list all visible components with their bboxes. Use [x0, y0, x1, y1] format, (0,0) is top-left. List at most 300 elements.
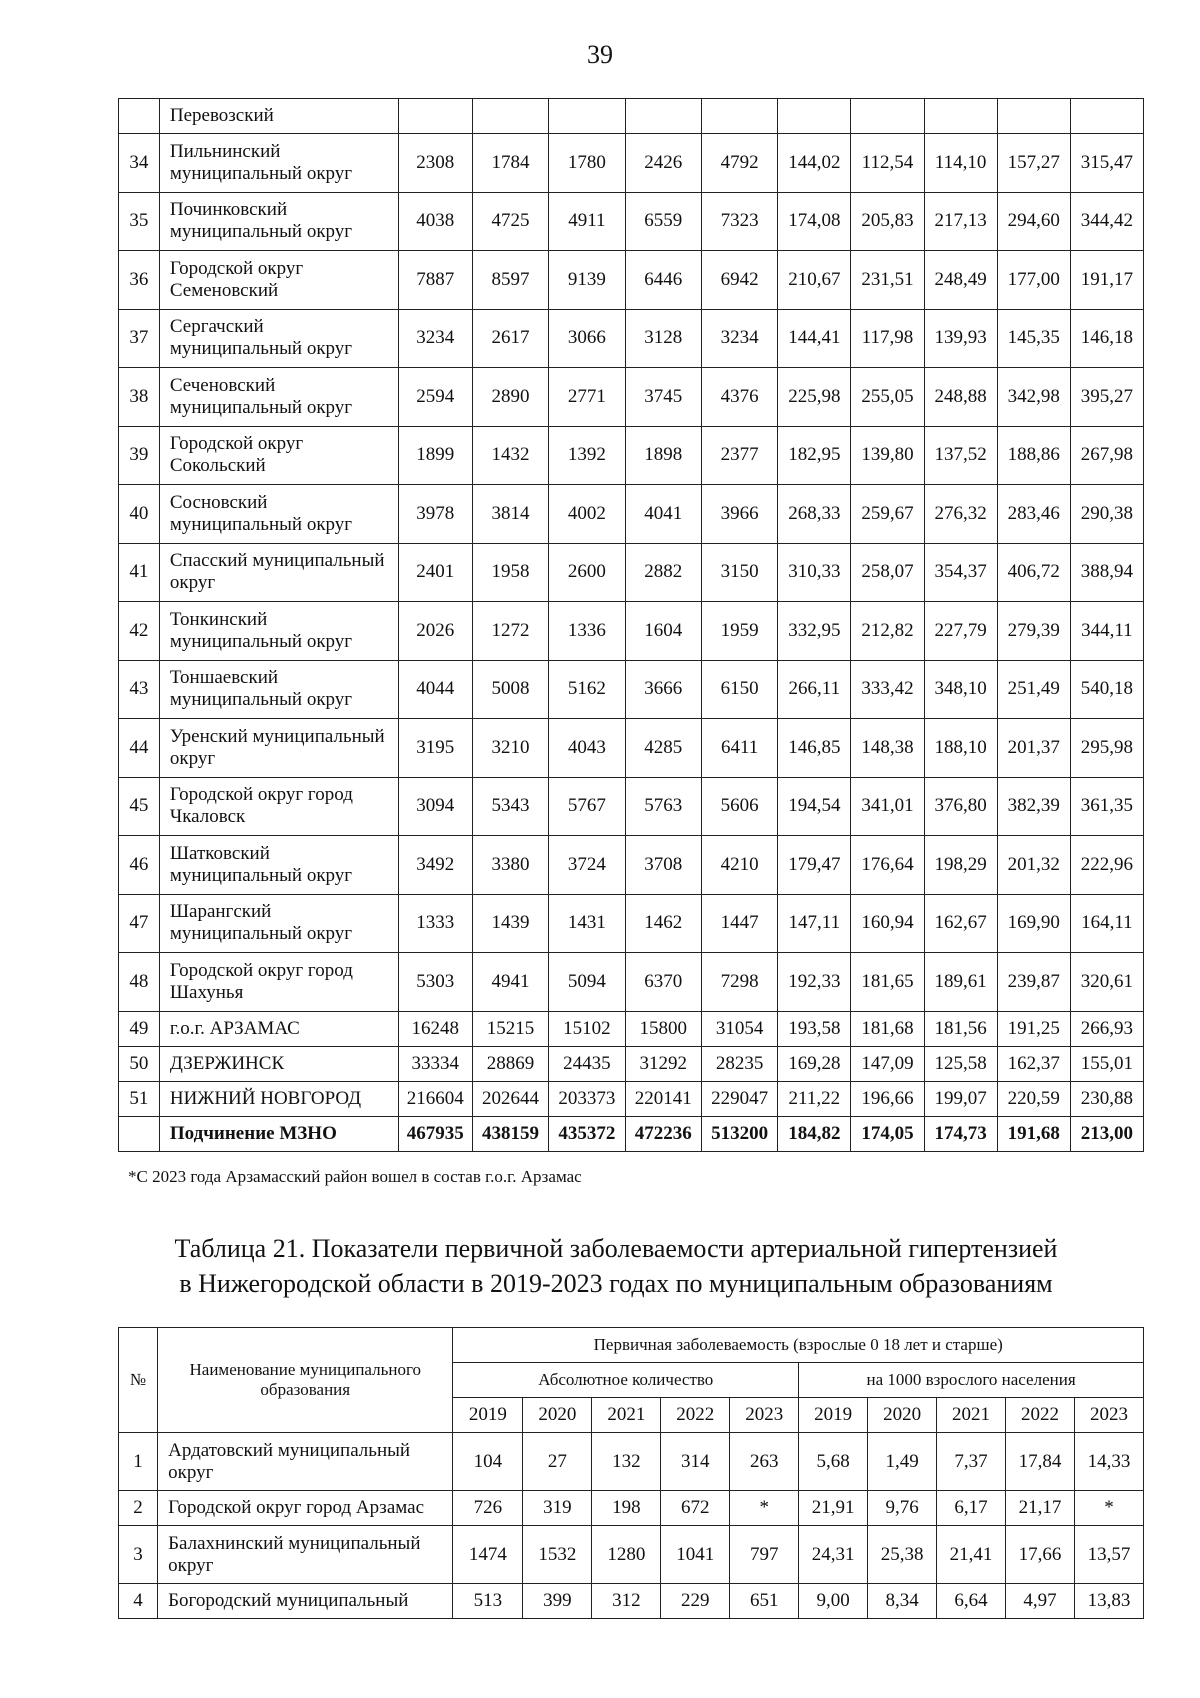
value-cell: 1604: [625, 602, 701, 661]
value-cell: 189,61: [924, 953, 997, 1012]
table-row: [119, 894, 1144, 953]
value-cell: 2377: [701, 426, 777, 485]
row-number: 40: [119, 485, 160, 544]
value-cell: 3094: [398, 777, 472, 836]
value-cell: 294,60: [997, 192, 1070, 251]
row-number: 43: [119, 660, 160, 719]
value-cell: 4041: [625, 485, 701, 544]
value-cell: [472, 99, 548, 134]
value-cell: 213,00: [1070, 1116, 1143, 1151]
value-cell: 2617: [472, 309, 548, 368]
value-cell: 222,96: [1070, 836, 1143, 895]
table-row: [119, 602, 1144, 661]
value-cell: 3210: [472, 719, 548, 778]
value-cell: 146,85: [778, 719, 851, 778]
value-cell: 7887: [398, 251, 472, 310]
value-cell: 4376: [701, 368, 777, 427]
row-number: 45: [119, 777, 160, 836]
value-cell: 348,10: [924, 660, 997, 719]
value-cell: 5303: [398, 953, 472, 1012]
header-year: 2022: [661, 1398, 730, 1433]
value-cell: 1780: [549, 134, 625, 193]
value-cell: 1,49: [868, 1433, 937, 1491]
value-cell: 174,05: [851, 1116, 924, 1151]
value-cell: 181,56: [924, 1011, 997, 1046]
header-year: 2023: [730, 1398, 799, 1433]
table-row: [119, 543, 1144, 602]
value-cell: 174,73: [924, 1116, 997, 1151]
municipality-name: Шатковский муниципальный округ: [159, 836, 398, 895]
value-cell: 28235: [701, 1046, 777, 1081]
table-row: [119, 368, 1144, 427]
value-cell: 726: [453, 1491, 523, 1526]
value-cell: 21,41: [937, 1526, 1006, 1584]
value-cell: 1336: [549, 602, 625, 661]
value-cell: 276,32: [924, 485, 997, 544]
value-cell: 255,05: [851, 368, 924, 427]
header-absolute: Абсолютное количество: [453, 1363, 799, 1398]
value-cell: 201,37: [997, 719, 1070, 778]
value-cell: 1898: [625, 426, 701, 485]
value-cell: 227,79: [924, 602, 997, 661]
value-cell: 104: [453, 1433, 523, 1491]
value-cell: 1462: [625, 894, 701, 953]
value-cell: 267,98: [1070, 426, 1143, 485]
value-cell: 382,39: [997, 777, 1070, 836]
value-cell: 5763: [625, 777, 701, 836]
value-cell: 4792: [701, 134, 777, 193]
value-cell: 7323: [701, 192, 777, 251]
row-number: 46: [119, 836, 160, 895]
table-row: [119, 426, 1144, 485]
value-cell: 193,58: [778, 1011, 851, 1046]
header-year: 2021: [592, 1398, 661, 1433]
value-cell: 13,57: [1074, 1526, 1143, 1584]
table-row: [119, 836, 1144, 895]
value-cell: 160,94: [851, 894, 924, 953]
value-cell: 182,95: [778, 426, 851, 485]
value-cell: 3128: [625, 309, 701, 368]
value-cell: 290,38: [1070, 485, 1143, 544]
table-row: [119, 192, 1144, 251]
value-cell: 3492: [398, 836, 472, 895]
header-number: №: [119, 1328, 158, 1433]
municipality-name: Городской округ Сокольский: [159, 426, 398, 485]
value-cell: 3724: [549, 836, 625, 895]
value-cell: 169,90: [997, 894, 1070, 953]
value-cell: 399: [523, 1584, 592, 1619]
value-cell: 188,10: [924, 719, 997, 778]
row-number: 35: [119, 192, 160, 251]
value-cell: 395,27: [1070, 368, 1143, 427]
value-cell: 31292: [625, 1046, 701, 1081]
value-cell: 164,11: [1070, 894, 1143, 953]
row-number: 49: [119, 1011, 160, 1046]
table-row: [119, 1526, 1144, 1584]
table-row: [119, 660, 1144, 719]
value-cell: 472236: [625, 1116, 701, 1151]
value-cell: 239,87: [997, 953, 1070, 1012]
row-number: 4: [119, 1584, 158, 1619]
value-cell: 1474: [453, 1526, 523, 1584]
value-cell: 132: [592, 1433, 661, 1491]
value-cell: 513200: [701, 1116, 777, 1151]
table-row: [119, 1584, 1144, 1619]
value-cell: 191,25: [997, 1011, 1070, 1046]
table-row: [119, 485, 1144, 544]
value-cell: 248,49: [924, 251, 997, 310]
header-year: 2020: [523, 1398, 592, 1433]
value-cell: 4002: [549, 485, 625, 544]
value-cell: 7298: [701, 953, 777, 1012]
value-cell: 25,38: [868, 1526, 937, 1584]
table-row: [119, 99, 1144, 134]
value-cell: 1959: [701, 602, 777, 661]
municipality-name: Пильнинский муниципальный округ: [159, 134, 398, 193]
header-year: 2019: [453, 1398, 523, 1433]
value-cell: 176,64: [851, 836, 924, 895]
value-cell: 1532: [523, 1526, 592, 1584]
value-cell: 4725: [472, 192, 548, 251]
value-cell: 169,28: [778, 1046, 851, 1081]
value-cell: 6370: [625, 953, 701, 1012]
value-cell: 229047: [701, 1081, 777, 1116]
value-cell: 2771: [549, 368, 625, 427]
value-cell: 174,08: [778, 192, 851, 251]
value-cell: 333,42: [851, 660, 924, 719]
value-cell: *: [730, 1491, 799, 1526]
value-cell: 320,61: [1070, 953, 1143, 1012]
value-cell: 177,00: [997, 251, 1070, 310]
value-cell: 6,17: [937, 1491, 1006, 1526]
value-cell: 2308: [398, 134, 472, 193]
table-title: [0, 1231, 1200, 1301]
municipality-name: Ардатовский муниципальный округ: [158, 1433, 453, 1491]
value-cell: 6942: [701, 251, 777, 310]
row-number: 34: [119, 134, 160, 193]
value-cell: 2401: [398, 543, 472, 602]
row-number: 42: [119, 602, 160, 661]
value-cell: [625, 99, 701, 134]
value-cell: 3234: [398, 309, 472, 368]
value-cell: 146,18: [1070, 309, 1143, 368]
value-cell: 181,68: [851, 1011, 924, 1046]
value-cell: 4210: [701, 836, 777, 895]
table-body: [119, 1433, 1144, 1619]
value-cell: [778, 99, 851, 134]
value-cell: [924, 99, 997, 134]
value-cell: 212,82: [851, 602, 924, 661]
value-cell: 344,42: [1070, 192, 1143, 251]
value-cell: 27: [523, 1433, 592, 1491]
municipality-name: Подчинение МЗНО: [159, 1116, 398, 1151]
value-cell: 314: [661, 1433, 730, 1491]
value-cell: 210,67: [778, 251, 851, 310]
value-cell: 6,64: [937, 1584, 1006, 1619]
value-cell: 1333: [398, 894, 472, 953]
value-cell: 1439: [472, 894, 548, 953]
table-row: [119, 1046, 1144, 1081]
row-number: 3: [119, 1526, 158, 1584]
header-group: Первичная заболеваемость (взрослые 0 18 лет и старше): [453, 1328, 1144, 1363]
value-cell: 2026: [398, 602, 472, 661]
value-cell: [851, 99, 924, 134]
row-number: 2: [119, 1491, 158, 1526]
value-cell: 5343: [472, 777, 548, 836]
value-cell: 225,98: [778, 368, 851, 427]
value-cell: 4043: [549, 719, 625, 778]
municipality-name: Городской округ город Чкаловск: [159, 777, 398, 836]
municipality-name: Шарангский муниципальный округ: [159, 894, 398, 953]
value-cell: 3380: [472, 836, 548, 895]
value-cell: 145,35: [997, 309, 1070, 368]
value-cell: 1784: [472, 134, 548, 193]
value-cell: [398, 99, 472, 134]
municipality-name: Богородский муниципальный: [158, 1584, 453, 1619]
value-cell: 435372: [549, 1116, 625, 1151]
value-cell: 203373: [549, 1081, 625, 1116]
value-cell: 9139: [549, 251, 625, 310]
value-cell: 4285: [625, 719, 701, 778]
value-cell: 513: [453, 1584, 523, 1619]
value-cell: 332,95: [778, 602, 851, 661]
row-number: 37: [119, 309, 160, 368]
value-cell: 191,68: [997, 1116, 1070, 1151]
value-cell: 5162: [549, 660, 625, 719]
value-cell: 230,88: [1070, 1081, 1143, 1116]
municipality-name: Сеченовский муниципальный округ: [159, 368, 398, 427]
header-year: 2019: [799, 1398, 868, 1433]
value-cell: 15102: [549, 1011, 625, 1046]
value-cell: 21,17: [1005, 1491, 1074, 1526]
table-row: [119, 1011, 1144, 1046]
value-cell: 162,67: [924, 894, 997, 953]
value-cell: 28869: [472, 1046, 548, 1081]
value-cell: 5094: [549, 953, 625, 1012]
value-cell: 184,82: [778, 1116, 851, 1151]
value-cell: 3978: [398, 485, 472, 544]
value-cell: 6150: [701, 660, 777, 719]
value-cell: 376,80: [924, 777, 997, 836]
value-cell: 8,34: [868, 1584, 937, 1619]
value-cell: 147,11: [778, 894, 851, 953]
value-cell: 406,72: [997, 543, 1070, 602]
row-number: 51: [119, 1081, 160, 1116]
value-cell: [1070, 99, 1143, 134]
municipality-name: Уренский муниципальный округ: [159, 719, 398, 778]
value-cell: 1041: [661, 1526, 730, 1584]
value-cell: 148,38: [851, 719, 924, 778]
value-cell: 341,01: [851, 777, 924, 836]
value-cell: [549, 99, 625, 134]
value-cell: 1431: [549, 894, 625, 953]
value-cell: 2890: [472, 368, 548, 427]
value-cell: 188,86: [997, 426, 1070, 485]
value-cell: 31054: [701, 1011, 777, 1046]
value-cell: 1392: [549, 426, 625, 485]
municipality-name: Сергачский муниципальный округ: [159, 309, 398, 368]
value-cell: [701, 99, 777, 134]
row-number: 36: [119, 251, 160, 310]
value-cell: 15800: [625, 1011, 701, 1046]
row-number: [119, 1116, 160, 1151]
value-cell: 205,83: [851, 192, 924, 251]
row-number: 44: [119, 719, 160, 778]
value-cell: 196,66: [851, 1081, 924, 1116]
value-cell: 202644: [472, 1081, 548, 1116]
value-cell: 5767: [549, 777, 625, 836]
table-body: [119, 99, 1144, 1152]
municipality-name: г.о.г. АРЗАМАС: [159, 1011, 398, 1046]
value-cell: 201,32: [997, 836, 1070, 895]
value-cell: 3666: [625, 660, 701, 719]
value-cell: 3195: [398, 719, 472, 778]
value-cell: 3745: [625, 368, 701, 427]
municipality-name: Перевозский: [159, 99, 398, 134]
table-row: [119, 719, 1144, 778]
value-cell: 21,91: [799, 1491, 868, 1526]
value-cell: 9,76: [868, 1491, 937, 1526]
value-cell: 1447: [701, 894, 777, 953]
table-row: [119, 134, 1144, 193]
value-cell: 268,33: [778, 485, 851, 544]
value-cell: 3814: [472, 485, 548, 544]
value-cell: 17,84: [1005, 1433, 1074, 1491]
value-cell: 198: [592, 1491, 661, 1526]
value-cell: 231,51: [851, 251, 924, 310]
table-title-line-2: в Нижегородской области в 2019-2023 годах по муниципальным образованиям: [179, 1269, 1053, 1298]
municipality-name: Тоншаевский муниципальный округ: [159, 660, 398, 719]
value-cell: 155,01: [1070, 1046, 1143, 1081]
value-cell: 24,31: [799, 1526, 868, 1584]
value-cell: 310,33: [778, 543, 851, 602]
value-cell: 651: [730, 1584, 799, 1619]
municipality-name: Городской округ город Шахунья: [159, 953, 398, 1012]
table-hypertension: [118, 1327, 1144, 1619]
table-row: [119, 309, 1144, 368]
value-cell: 157,27: [997, 134, 1070, 193]
municipality-name: Городской округ город Арзамас: [158, 1491, 453, 1526]
value-cell: 312: [592, 1584, 661, 1619]
value-cell: [997, 99, 1070, 134]
value-cell: 4911: [549, 192, 625, 251]
value-cell: 220141: [625, 1081, 701, 1116]
value-cell: 266,93: [1070, 1011, 1143, 1046]
value-cell: 181,65: [851, 953, 924, 1012]
value-cell: 4,97: [1005, 1584, 1074, 1619]
value-cell: 283,46: [997, 485, 1070, 544]
value-cell: 1272: [472, 602, 548, 661]
municipality-name: Починковский муниципальный округ: [159, 192, 398, 251]
value-cell: 1280: [592, 1526, 661, 1584]
value-cell: 2882: [625, 543, 701, 602]
value-cell: 114,10: [924, 134, 997, 193]
municipality-name: Городской округ Семеновский: [159, 251, 398, 310]
value-cell: 7,37: [937, 1433, 1006, 1491]
header-year: 2022: [1005, 1398, 1074, 1433]
value-cell: 315,47: [1070, 134, 1143, 193]
municipality-name: НИЖНИЙ НОВГОРОД: [159, 1081, 398, 1116]
row-number: [119, 99, 160, 134]
header-year: 2023: [1074, 1398, 1143, 1433]
table-row: [119, 1491, 1144, 1526]
value-cell: 5606: [701, 777, 777, 836]
value-cell: 137,52: [924, 426, 997, 485]
value-cell: 3234: [701, 309, 777, 368]
value-cell: 354,37: [924, 543, 997, 602]
table-row: [119, 1116, 1144, 1151]
value-cell: 4038: [398, 192, 472, 251]
value-cell: 2600: [549, 543, 625, 602]
value-cell: 266,11: [778, 660, 851, 719]
row-number: 38: [119, 368, 160, 427]
value-cell: 9,00: [799, 1584, 868, 1619]
value-cell: 1958: [472, 543, 548, 602]
value-cell: 13,83: [1074, 1584, 1143, 1619]
value-cell: 112,54: [851, 134, 924, 193]
value-cell: 6559: [625, 192, 701, 251]
header-year: 2020: [868, 1398, 937, 1433]
value-cell: 117,98: [851, 309, 924, 368]
value-cell: 279,39: [997, 602, 1070, 661]
value-cell: 342,98: [997, 368, 1070, 427]
value-cell: 144,41: [778, 309, 851, 368]
value-cell: 797: [730, 1526, 799, 1584]
value-cell: 388,94: [1070, 543, 1143, 602]
table-row: [119, 777, 1144, 836]
value-cell: 344,11: [1070, 602, 1143, 661]
value-cell: 258,07: [851, 543, 924, 602]
value-cell: 125,58: [924, 1046, 997, 1081]
value-cell: 139,80: [851, 426, 924, 485]
table-row: [119, 251, 1144, 310]
value-cell: 6411: [701, 719, 777, 778]
municipality-name: Спасский муниципальный округ: [159, 543, 398, 602]
header-name: Наименование муниципального образования: [158, 1328, 453, 1433]
row-number: 1: [119, 1433, 158, 1491]
value-cell: 3066: [549, 309, 625, 368]
value-cell: 5008: [472, 660, 548, 719]
value-cell: 220,59: [997, 1081, 1070, 1116]
footnote: *С 2023 года Арзамасский район вошел в состав г.о.г. Арзамас: [128, 1167, 582, 1186]
value-cell: 1432: [472, 426, 548, 485]
page-number: 39: [587, 40, 613, 69]
value-cell: 3966: [701, 485, 777, 544]
municipality-name: Тонкинский муниципальный округ: [159, 602, 398, 661]
value-cell: 16248: [398, 1011, 472, 1046]
header-per-1000: на 1000 взрослого населения: [799, 1363, 1144, 1398]
value-cell: *: [1074, 1491, 1143, 1526]
value-cell: 3150: [701, 543, 777, 602]
value-cell: 672: [661, 1491, 730, 1526]
value-cell: 263: [730, 1433, 799, 1491]
value-cell: 15215: [472, 1011, 548, 1046]
value-cell: 194,54: [778, 777, 851, 836]
value-cell: 4941: [472, 953, 548, 1012]
value-cell: 14,33: [1074, 1433, 1143, 1491]
table-title-line-1: Таблица 21. Показатели первичной заболеваемости артериальной гипертензией: [174, 1234, 1058, 1263]
value-cell: 540,18: [1070, 660, 1143, 719]
value-cell: 2426: [625, 134, 701, 193]
value-cell: 1899: [398, 426, 472, 485]
value-cell: 467935: [398, 1116, 472, 1151]
value-cell: 147,09: [851, 1046, 924, 1081]
value-cell: 361,35: [1070, 777, 1143, 836]
value-cell: 162,37: [997, 1046, 1070, 1081]
value-cell: 144,02: [778, 134, 851, 193]
row-number: 50: [119, 1046, 160, 1081]
value-cell: 2594: [398, 368, 472, 427]
